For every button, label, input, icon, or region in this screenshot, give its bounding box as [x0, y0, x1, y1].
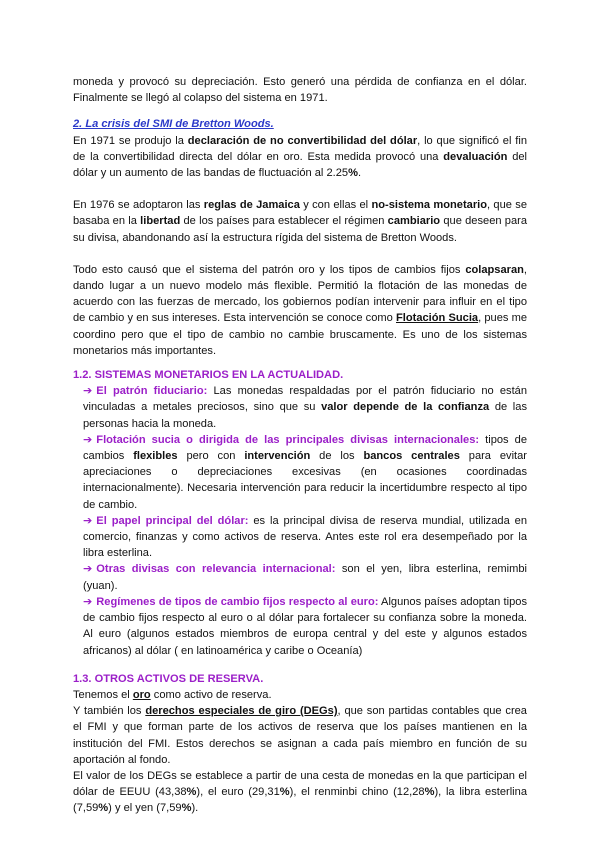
monetary-systems-list	[73, 383, 527, 658]
crisis-paragraph-2: En 1976 se adoptaron las reglas de Jamaica y con ellas el no-sistema monetario, que se basaba en la libertad de los países para establecer el régimen cambiario que deseen para su divisa, abandonando así la estructura rígida del sistema de Bretton Woods.	[73, 199, 527, 244]
arrow-right-icon: ➔	[83, 514, 93, 527]
document-page	[73, 74, 527, 817]
arrow-right-icon: ➔	[83, 385, 93, 398]
section-heading-1-3: 1.3. OTROS ACTIVOS DE RESERVA.	[73, 672, 264, 685]
arrow-right-icon: ➔	[83, 595, 93, 608]
reserve-paragraph-3: El valor de los DEGs se establece a partir de una cesta de monedas en la que participan el dólar de EEUU (43,38%), el euro (29,31%), el renminbi chino (12,28%), la libra esterlina (7,59%) y el yen (7,59%).	[73, 769, 527, 815]
list-item: ➔ Otras divisas con relevancia internacional: son el yen, libra esterlina, remimbi (yuan).	[83, 563, 528, 592]
crisis-heading: 2. La crisis del SMI de Bretton Woods.	[73, 118, 274, 131]
list-item: ➔ El papel principal del dólar: es la principal divisa de reserva mundial, utilizada en comercio, finanzas y como activos de reserva. Antes este rol era desempeñado por la libra esterlina.	[83, 514, 527, 560]
list-item: ➔ Regímenes de tipos de cambio fijos respecto al euro: Algunos países adoptan tipos de cambio fijos respecto al euro o al dólar para fortalecer su confianza sobre la moneda. Al euro (algunos estados miembros de europa central y del este y algunos estados africanos) al dólar ( en latinoamérica y caribe o Oceanía)	[83, 595, 527, 657]
list-item: ➔ Flotación sucia o dirigida de las principales divisas internacionales: tipos de cambios flexibles pero con intervención de los bancos centrales para evitar apreciaciones o depreciaciones excesivas (en ocasiones coordinadas internacionalmente). Necesaria intervención para reducir la incertidumbre respecto al tipo de cambio.	[83, 433, 528, 511]
reserve-paragraph-1: Tenemos el oro como activo de reserva.	[73, 688, 272, 701]
arrow-right-icon: ➔	[83, 563, 93, 576]
arrow-right-icon: ➔	[83, 433, 93, 446]
intro-paragraph: moneda y provocó su depreciación. Esto generó una pérdida de confianza en el dólar. Finalmente se llegó al colapso del sistema en 1971.	[73, 76, 527, 105]
list-item: ➔ El patrón fiduciario: Las monedas respaldadas por el patrón fiduciario no están vinculadas a metales preciosos, sino que su valor depende de la confianza de las personas hacia la moneda.	[83, 385, 527, 430]
reserve-paragraph-2: Y también los derechos especiales de giro (DEGs), que son partidas contables que crea el FMI y que forman parte de los activos de reserva que los países mantienen en la institución del FMI. Estos derechos se asignan a cada país miembro en función de su aportación al fondo.	[73, 705, 527, 766]
crisis-paragraph-3: Todo esto causó que el sistema del patrón oro y los tipos de cambios fijos colapsaran, dando lugar a un nuevo modelo más flexible. Permitió la flotación de las monedas de acuerdo con las fuerzas de mercado, los gobiernos podían intervenir para influir en el tipo de cambio y en sus intereses. Esta intervención se conoce como Flotación Sucia, pues me coordino pero que el tipo de cambio no cambie bruscamente. Es uno de los sistemas monetarios más importantes.	[73, 263, 528, 357]
crisis-paragraph-1: En 1971 se produjo la declaración de no convertibilidad del dólar, lo que significó el fin de la convertibilidad directa del dólar en oro. Esta medida provocó una devaluación del dólar y un aumento de las bandas de fluctuación al 2.25%.	[73, 134, 527, 180]
section-heading-1-2: 1.2. SISTEMAS MONETARIOS EN LA ACTUALIDAD.	[73, 369, 344, 382]
